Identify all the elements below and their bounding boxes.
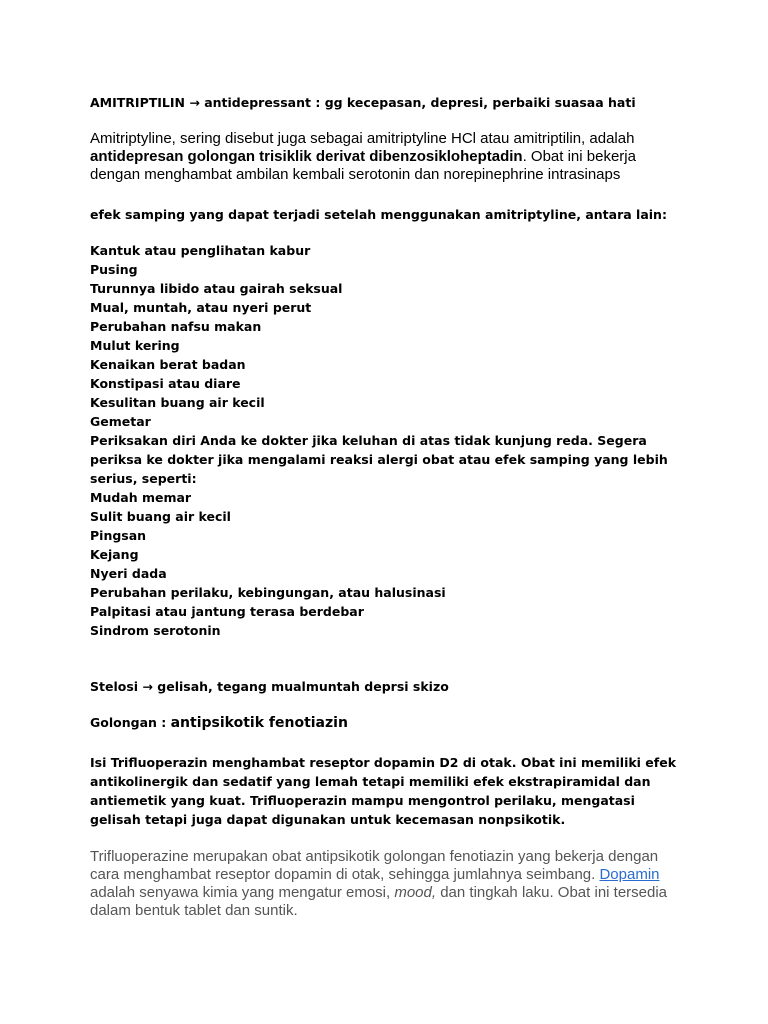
list-item: Pingsan <box>90 528 147 543</box>
list-item: Sindrom serotonin <box>90 623 221 638</box>
golongan-value: antipsikotik fenotiazin <box>170 715 348 731</box>
final-text-3: dan tingkah laku. Obat ini tersedia dalam bentuk tablet dan suntik. <box>90 884 668 919</box>
intro-paragraph <box>90 130 680 184</box>
heading-amitriptilin <box>90 93 690 112</box>
golongan-label: Golongan : <box>90 715 171 730</box>
list-item: Mulut kering <box>90 338 180 353</box>
final-text-2: adalah senyawa kimia yang mengatur emosi, <box>90 884 395 901</box>
list-item: Nyeri dada <box>90 566 167 581</box>
heading-stelosi <box>90 677 690 696</box>
list-item: Konstipasi atau diare <box>90 376 241 391</box>
serious-effects-list <box>90 488 690 640</box>
list-item: Perubahan perilaku, kebingungan, atau halusinasi <box>90 585 446 600</box>
list-item: Pusing <box>90 262 138 277</box>
heading-description: antidepressant : gg kecepasan, depresi, perbaiki suasaa hati <box>204 95 636 110</box>
trifluoperazin-paragraph: Isi Trifluoperazin menghambat reseptor dopamin D2 di otak. Obat ini memiliki efek antikolinergik dan sedatif yang lemah tetapi memiliki efek ekstrapiramidal dan antiemetik yang kuat. Trifluoperazin mampu mengontrol perilaku, mengatasi gelisah tetapi juga dapat digunakan untuk kecemasan nonpsikotik. <box>90 755 677 827</box>
warning-paragraph: Periksakan diri Anda ke dokter jika keluhan di atas tidak kunjung reda. Segera periksa ke dokter jika mengalami reaksi alergi obat atau efek samping yang lebih serius, seperti: <box>90 433 668 486</box>
drug-name: AMITRIPTILIN <box>90 95 185 110</box>
dopamin-link[interactable]: Dopamin <box>599 866 660 883</box>
final-paragraph <box>90 848 680 920</box>
list-item: Kejang <box>90 547 139 562</box>
final-text-1: Trifluoperazine merupakan obat antipsikotik golongan fenotiazin yang bekerja dengan cara menghambat reseptor dopamin di otak, sehingga jumlahnya seimbang. <box>90 848 659 883</box>
intro-bold-text: antidepresan golongan trisiklik derivat dibenzosikloheptadin <box>90 148 523 165</box>
heading-description: gelisah, tegang mualmuntah deprsi skizo <box>157 679 449 694</box>
arrow-right-icon: → <box>189 95 200 110</box>
list-item: Turunnya libido atau gairah seksual <box>90 281 343 296</box>
list-item: Kenaikan berat badan <box>90 357 246 372</box>
list-item: Mudah memar <box>90 490 192 505</box>
list-item: Palpitasi atau jantung terasa berdebar <box>90 604 364 619</box>
arrow-right-icon: → <box>142 679 153 694</box>
intro-text-2: . Obat ini bekerja dengan menghambat ambilan kembali serotonin dan norepinephrine intrasinaps <box>90 148 636 183</box>
list-item: Mual, muntah, atau nyeri perut <box>90 300 312 315</box>
list-item: Kantuk atau penglihatan kabur <box>90 243 311 258</box>
side-effects-list <box>90 241 690 431</box>
list-item: Sulit buang air kecil <box>90 509 231 524</box>
drug-name: Stelosi <box>90 679 139 694</box>
intro-text-1: Amitriptyline, sering disebut juga sebagai amitriptyline HCl atau amitriptilin, adalah <box>90 130 635 147</box>
golongan-line <box>90 713 690 733</box>
final-italic-text: mood, <box>394 884 437 901</box>
side-effects-intro: efek samping yang dapat terjadi setelah menggunakan amitriptyline, antara lain: <box>90 207 667 222</box>
list-item: Perubahan nafsu makan <box>90 319 262 334</box>
list-item: Kesulitan buang air kecil <box>90 395 265 410</box>
list-item: Gemetar <box>90 414 151 429</box>
